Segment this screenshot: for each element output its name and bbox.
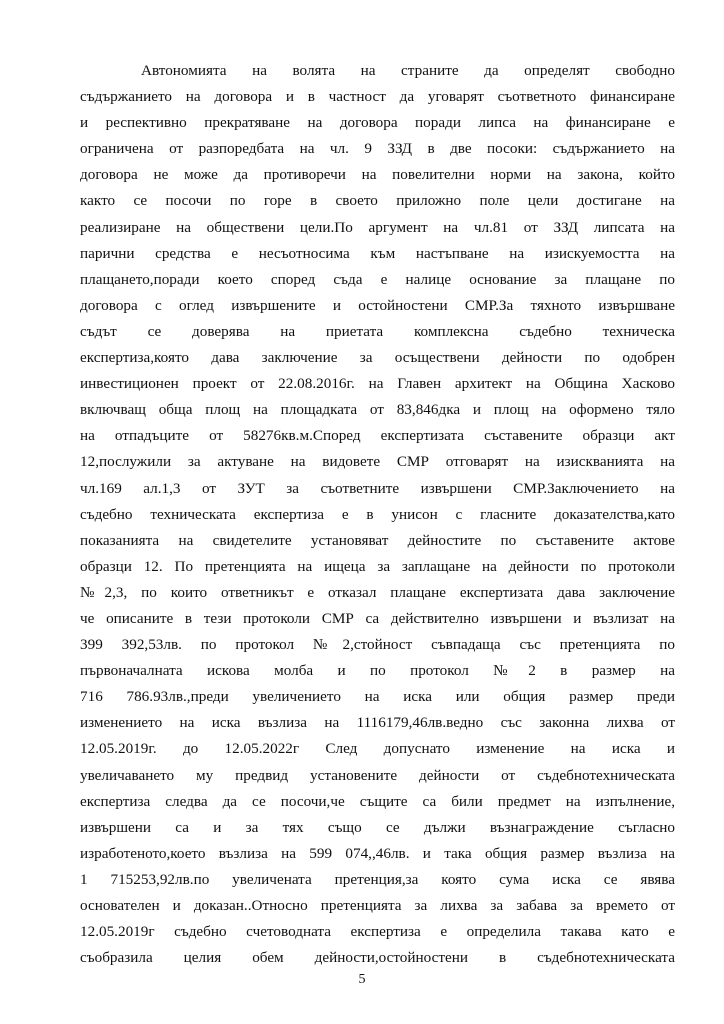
text-line: включващ обща площ на площадката от 83,846дка и площ на оформено тяло — [80, 401, 675, 419]
text-line: 716 786.93лв.,преди увеличението на иска или общия размер преди — [80, 688, 675, 706]
text-line: първоначалната искова молба и по протокол №2 в размер на — [80, 662, 675, 680]
text-line: експертиза,която дава заключение за осъществени дейности по одобрен — [80, 349, 675, 367]
text-line: 12,послужили за актуване на видовете СМР отговарят на изискванията на — [80, 453, 675, 471]
body-text — [80, 58, 675, 971]
text-line: експертиза следва да се посочи,че същите са били предмет на изпълнение, — [80, 792, 675, 810]
text-line: чл.169 ал.1,3 от ЗУТ за съответните извършени СМР.Заключението на — [80, 479, 675, 497]
text-line: съдържанието на договора и в частност да уговарят съответното финансиране — [80, 88, 675, 106]
text-line: образци 12. По претенцията на ищеца за заплащане на дейности по протоколи — [80, 557, 675, 575]
text-line: плащането,поради което според съда е налице основание за плащане по — [80, 270, 675, 288]
text-line: извършени са и за тях също се дължи възнаграждение съгласно — [80, 818, 675, 836]
text-line: 399 392,53лв. по протокол №2,стойност съвпадаща със претенцията по — [80, 636, 675, 654]
text-line: съдът се доверява на приетата комплексна съдебно техническа — [80, 322, 675, 340]
text-line: реализиране на обществени цели.По аргумент на чл.81 от ЗЗД липсата на — [80, 218, 675, 236]
text-line: договора с оглед извършените и остойностени СМР.За тяхното извършване — [80, 296, 675, 314]
text-line: както се посочи по горе в своето приложно поле цели достигане на — [80, 192, 675, 210]
text-line: ограничена от разпоредбата на чл. 9 ЗЗД в две посоки: съдържанието на — [80, 140, 675, 158]
text-line: 12.05.2019г. до 12.05.2022г След допуснато изменение на иска и — [80, 740, 675, 758]
text-line: показанията на свидетелите установяват дейностите по съставените актове — [80, 531, 675, 549]
text-line: че описаните в тези протоколи СМР са действително извършени и възлизат на — [80, 609, 675, 627]
text-line: на отпадъците от 58276кв.м.Според експертизата съставените образци акт — [80, 427, 675, 445]
text-line: изработеното,което възлиза на 599 074,,46лв. и така общия размер възлиза на — [80, 844, 675, 862]
text-line: парични средства е несъотносима към настъпване на изискуемостта на — [80, 244, 675, 262]
text-line: 12.05.2019г съдебно счетоводната експертиза е определила такава като е — [80, 923, 675, 941]
text-line: 1 715253,92лв.по увеличената претенция,за която сума иска се явява — [80, 870, 675, 888]
text-line: основателен и доказан..Относно претенцията за лихва за забава за времето от — [80, 897, 675, 914]
text-line: и респективно прекратяване на договора поради липса на финансиране е — [80, 114, 675, 132]
text-line: инвестиционен проект от 22.08.2016г. на Главен архитект на Община Хасково — [80, 375, 675, 393]
text-line: съдебно техническата експертиза е в унисон с гласните доказателства,като — [80, 505, 675, 523]
text-line: съобразила целия обем дейности,остойностени в съдебнотехническата — [80, 949, 675, 967]
text-line: №2,3, по които ответникът е отказал плащане експертизата дава заключение — [80, 583, 675, 601]
text-line: Автономията на волята на страните да определят свободно — [141, 62, 675, 79]
text-line: изменението на иска възлиза на 1116179,46лв.ведно със законна лихва от — [80, 714, 675, 732]
text-line: увеличаването му предвид установените дейности от съдебнотехническата — [80, 766, 675, 784]
text-line: договора не може да противоречи на повелителни норми на закона, който — [80, 166, 675, 184]
page-number: 5 — [358, 972, 366, 987]
